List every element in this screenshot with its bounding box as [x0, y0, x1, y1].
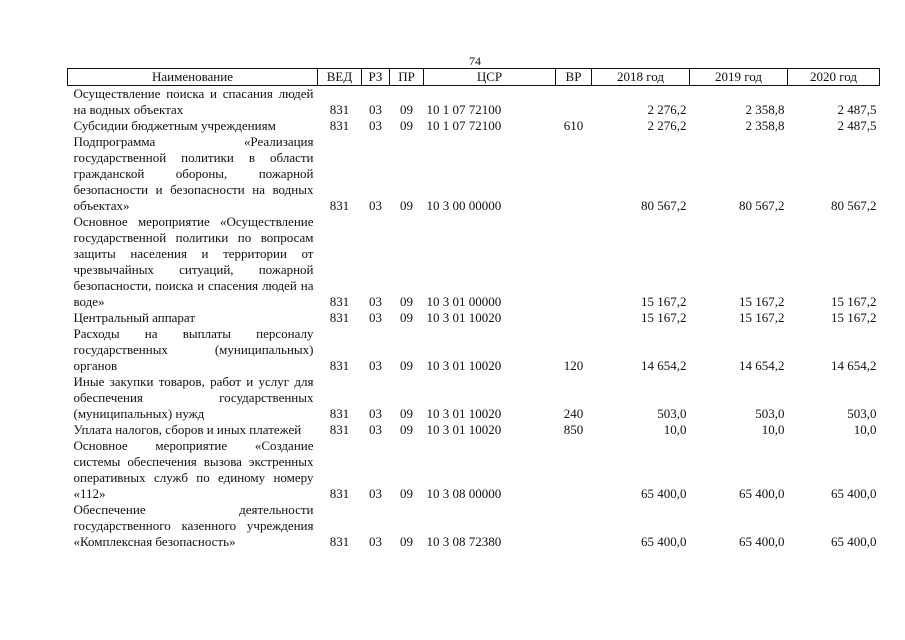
cell-vr: 240: [563, 406, 584, 421]
table-row: [68, 86, 880, 119]
cell-pr: 09: [400, 310, 413, 325]
header-name: Наименование: [68, 69, 318, 86]
cell-csr: 10 1 07 72100: [426, 102, 502, 117]
cell-name: Основное мероприятие «Создание системы обеспечения вызова экстренных оперативных служб по единому номеру «112»: [73, 438, 314, 501]
cell-rz: 03: [369, 358, 382, 373]
cell-name: Обеспечение деятельности государственного казенного учреждения «Комплексная безопасность»: [73, 502, 314, 549]
header-2018: 2018 год: [592, 69, 690, 86]
cell-y2018: 2 276,2: [647, 118, 687, 133]
cell-csr: 10 3 01 00000: [426, 294, 502, 309]
cell-rz: 03: [369, 294, 382, 309]
cell-name: Расходы на выплаты персоналу государственных (муниципальных) органов: [73, 326, 314, 373]
table-row: [68, 134, 880, 214]
header-csr: ЦСР: [424, 69, 556, 86]
table-row: [68, 326, 880, 374]
cell-csr: 10 3 08 72380: [426, 534, 502, 549]
cell-csr: 10 3 01 10020: [426, 406, 502, 421]
cell-y2018: 15 167,2: [641, 310, 687, 325]
table-row: [68, 310, 880, 326]
cell-vr: [556, 134, 592, 214]
cell-csr: 10 3 01 10020: [426, 310, 502, 325]
header-pr: ПР: [390, 69, 424, 86]
cell-name: Осуществление поиска и спасания людей на водных объектах: [73, 86, 314, 117]
cell-rz: 03: [369, 310, 382, 325]
cell-y2018: 503,0: [657, 406, 687, 421]
cell-y2019: 15 167,2: [739, 310, 785, 325]
cell-vr: 850: [563, 422, 584, 437]
cell-y2020: 503,0: [847, 406, 877, 421]
cell-ved: 831: [329, 118, 350, 133]
cell-y2018: 80 567,2: [641, 198, 687, 213]
cell-ved: 831: [329, 534, 350, 549]
cell-y2020: 2 487,5: [837, 102, 877, 117]
table-row: [68, 214, 880, 310]
header-ved: ВЕД: [318, 69, 362, 86]
table-row: [68, 374, 880, 422]
cell-ved: 831: [329, 198, 350, 213]
cell-ved: 831: [329, 422, 350, 437]
cell-rz: 03: [369, 486, 382, 501]
cell-pr: 09: [400, 406, 413, 421]
cell-pr: 09: [400, 118, 413, 133]
header-rz: РЗ: [362, 69, 390, 86]
cell-y2019: 65 400,0: [739, 486, 785, 501]
cell-pr: 09: [400, 358, 413, 373]
table-row: [68, 118, 880, 134]
cell-y2020: 14 654,2: [831, 358, 877, 373]
cell-y2020: 15 167,2: [831, 310, 877, 325]
cell-rz: 03: [369, 118, 382, 133]
cell-y2018: 10,0: [663, 422, 687, 437]
cell-pr: 09: [400, 422, 413, 437]
table-row: [68, 422, 880, 438]
cell-name: Иные закупки товаров, работ и услуг для обеспечения государственных (муниципальных) нужд: [73, 374, 314, 421]
table-row: [68, 438, 880, 502]
cell-name: Основное мероприятие «Осуществление государственной политики по вопросам защиты населения и территории от чрезвычайных ситуаций, пожарной безопасности, поиска и спасения людей на воде»: [73, 214, 314, 309]
cell-vr: [556, 86, 592, 119]
cell-pr: 09: [400, 534, 413, 549]
cell-vr: [556, 438, 592, 502]
cell-y2020: 10,0: [853, 422, 877, 437]
cell-y2019: 2 358,8: [745, 102, 785, 117]
cell-ved: 831: [329, 294, 350, 309]
cell-y2018: 15 167,2: [641, 294, 687, 309]
cell-pr: 09: [400, 294, 413, 309]
table-body: [68, 86, 880, 551]
cell-rz: 03: [369, 102, 382, 117]
page-number: 74: [469, 54, 481, 68]
cell-csr: 10 3 00 00000: [426, 198, 502, 213]
cell-y2020: 15 167,2: [831, 294, 877, 309]
cell-y2018: 65 400,0: [641, 534, 687, 549]
cell-csr: 10 3 08 00000: [426, 486, 502, 501]
table-row: [68, 502, 880, 550]
cell-rz: 03: [369, 198, 382, 213]
cell-name: Подпрограмма «Реализация государственной политики в области гражданской обороны, пожарной безопасности и безопасности на водных объектах»: [73, 134, 314, 213]
cell-y2018: 14 654,2: [641, 358, 687, 373]
cell-ved: 831: [329, 310, 350, 325]
cell-vr: 120: [563, 358, 584, 373]
cell-ved: 831: [329, 358, 350, 373]
cell-ved: 831: [329, 486, 350, 501]
cell-y2019: 10,0: [761, 422, 785, 437]
cell-csr: 10 1 07 72100: [426, 118, 502, 133]
cell-y2018: 2 276,2: [647, 102, 687, 117]
header-vr: ВР: [556, 69, 592, 86]
cell-y2020: 65 400,0: [831, 534, 877, 549]
cell-vr: [556, 214, 592, 310]
cell-vr: [556, 502, 592, 550]
cell-ved: 831: [329, 102, 350, 117]
cell-rz: 03: [369, 534, 382, 549]
cell-y2018: 65 400,0: [641, 486, 687, 501]
cell-pr: 09: [400, 102, 413, 117]
cell-ved: 831: [329, 406, 350, 421]
cell-pr: 09: [400, 198, 413, 213]
header-2020: 2020 год: [788, 69, 880, 86]
cell-y2019: 2 358,8: [745, 118, 785, 133]
cell-y2019: 503,0: [755, 406, 785, 421]
cell-rz: 03: [369, 422, 382, 437]
cell-y2020: 80 567,2: [831, 198, 877, 213]
cell-csr: 10 3 01 10020: [426, 358, 502, 373]
cell-rz: 03: [369, 406, 382, 421]
cell-y2020: 2 487,5: [837, 118, 877, 133]
cell-name: Центральный аппарат: [73, 310, 196, 325]
cell-csr: 10 3 01 10020: [426, 422, 502, 437]
header-2019: 2019 год: [690, 69, 788, 86]
cell-y2019: 14 654,2: [739, 358, 785, 373]
cell-y2020: 65 400,0: [831, 486, 877, 501]
cell-name: Субсидии бюджетным учреждениям: [73, 118, 276, 133]
table-header-row: [68, 69, 880, 86]
budget-table: [67, 68, 880, 550]
cell-y2019: 15 167,2: [739, 294, 785, 309]
cell-y2019: 80 567,2: [739, 198, 785, 213]
cell-name: Уплата налогов, сборов и иных платежей: [73, 422, 302, 437]
cell-vr: 610: [563, 118, 584, 133]
cell-y2019: 65 400,0: [739, 534, 785, 549]
cell-pr: 09: [400, 486, 413, 501]
cell-vr: [556, 310, 592, 326]
